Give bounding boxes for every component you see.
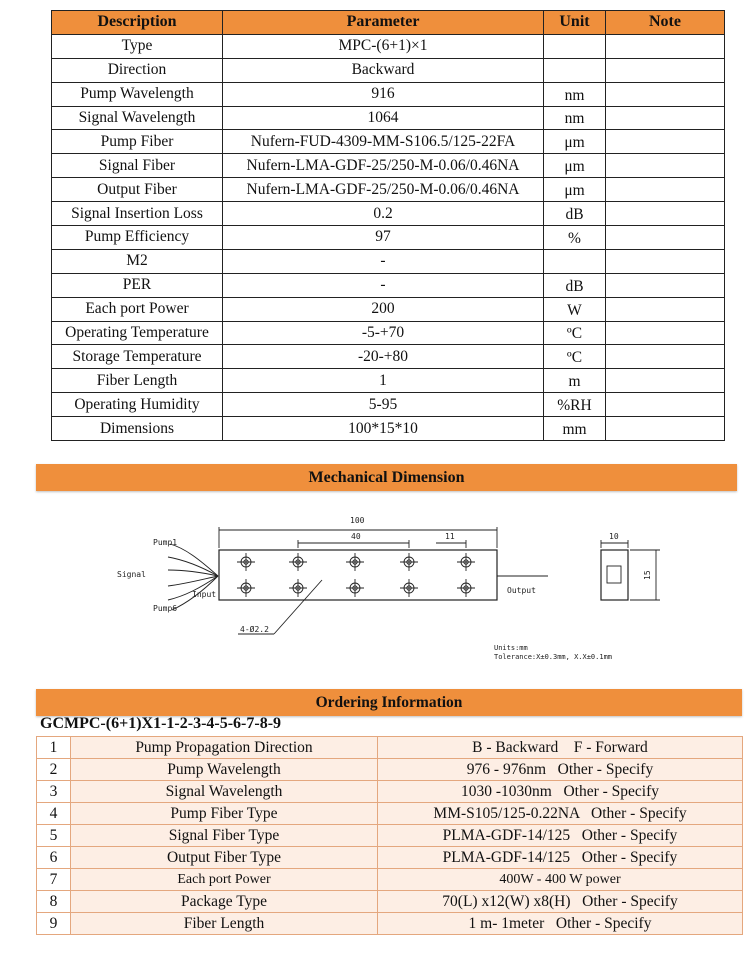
ordering-options: PLMA-GDF-14/125 Other - Specify: [378, 847, 743, 869]
spec-parameter: Nufern-LMA-GDF-25/250-M-0.06/0.46NA: [223, 154, 544, 178]
spec-unit: %RH: [544, 393, 606, 417]
mounting-hole: [289, 553, 307, 571]
ordering-table: [36, 736, 743, 935]
label-pump6: Pump6: [153, 604, 178, 613]
mounting-hole: [346, 553, 364, 571]
spec-description: Signal Wavelength: [52, 106, 223, 130]
spec-description: Pump Efficiency: [52, 226, 223, 250]
ordering-row: [37, 759, 743, 781]
spec-description: Pump Fiber: [52, 130, 223, 154]
mounting-hole: [400, 579, 418, 597]
spec-unit: [544, 58, 606, 82]
spec-header-row: [52, 11, 725, 35]
spec-note: [606, 249, 725, 273]
dim-width-label: 10: [609, 532, 619, 541]
units-label: Units:mm: [494, 644, 528, 652]
spec-parameter: -20-+80: [223, 345, 544, 369]
ordering-index: 5: [37, 825, 71, 847]
ordering-index: 4: [37, 803, 71, 825]
holes-label: 4-Ø2.2: [240, 625, 269, 634]
spec-row: [52, 34, 725, 58]
ordering-row: [37, 891, 743, 913]
spec-description: Signal Fiber: [52, 154, 223, 178]
ordering-item: Pump Wavelength: [71, 759, 378, 781]
spec-note: [606, 154, 725, 178]
ordering-item: Pump Propagation Direction: [71, 737, 378, 759]
spec-note: [606, 82, 725, 106]
ordering-row: [37, 781, 743, 803]
spec-note: [606, 321, 725, 345]
spec-unit: μm: [544, 130, 606, 154]
ordering-row: [37, 737, 743, 759]
label-input: Input: [192, 590, 217, 599]
ordering-index: 9: [37, 913, 71, 935]
spec-note: [606, 297, 725, 321]
spec-unit: m: [544, 369, 606, 393]
spec-row: [52, 178, 725, 202]
ordering-item: Package Type: [71, 891, 378, 913]
mounting-hole: [457, 553, 475, 571]
spec-note: [606, 417, 725, 441]
spec-unit: [544, 249, 606, 273]
header-parameter: Parameter: [223, 11, 544, 35]
spec-note: [606, 273, 725, 297]
spec-row: [52, 154, 725, 178]
spec-note: [606, 34, 725, 58]
spec-note: [606, 58, 725, 82]
header-unit: Unit: [544, 11, 606, 35]
spec-unit: mm: [544, 417, 606, 441]
dim-height-label: 15: [643, 570, 652, 580]
fiber-line: [168, 557, 218, 576]
spec-row: [52, 273, 725, 297]
ordering-index: 1: [37, 737, 71, 759]
label-output: Output: [507, 586, 536, 595]
mounting-hole: [237, 579, 255, 597]
spec-description: Operating Temperature: [52, 321, 223, 345]
ordering-options: 976 - 976nm Other - Specify: [378, 759, 743, 781]
spec-note: [606, 393, 725, 417]
spec-unit: dB: [544, 273, 606, 297]
side-view-body: [601, 550, 628, 600]
spec-row: [52, 345, 725, 369]
spec-row: [52, 130, 725, 154]
header-note: Note: [606, 11, 725, 35]
dim-pitch-label: 40: [351, 532, 361, 541]
ordering-row: [37, 825, 743, 847]
spec-parameter: -: [223, 273, 544, 297]
ordering-row: [37, 869, 743, 891]
ordering-options: B - Backward F - Forward: [378, 737, 743, 759]
ordering-item: Signal Wavelength: [71, 781, 378, 803]
spec-note: [606, 130, 725, 154]
spec-description: Dimensions: [52, 417, 223, 441]
spec-parameter: 916: [223, 82, 544, 106]
label-pump1: Pump1: [153, 538, 178, 547]
spec-unit: dB: [544, 202, 606, 226]
spec-note: [606, 226, 725, 250]
spec-parameter: Nufern-LMA-GDF-25/250-M-0.06/0.46NA: [223, 178, 544, 202]
spec-parameter: -: [223, 249, 544, 273]
spec-note: [606, 178, 725, 202]
fiber-line: [168, 570, 218, 576]
spec-row: [52, 249, 725, 273]
mounting-hole: [400, 553, 418, 571]
spec-parameter: MPC-(6+1)×1: [223, 34, 544, 58]
spec-description: Pump Wavelength: [52, 82, 223, 106]
spec-note: [606, 369, 725, 393]
ordering-index: 3: [37, 781, 71, 803]
spec-unit: ºC: [544, 345, 606, 369]
spec-row: [52, 58, 725, 82]
ordering-index: 6: [37, 847, 71, 869]
ordering-options: 70(L) x12(W) x8(H) Other - Specify: [378, 891, 743, 913]
spec-row: [52, 226, 725, 250]
ordering-options: 1 m- 1meter Other - Specify: [378, 913, 743, 935]
spec-parameter: -5-+70: [223, 321, 544, 345]
spec-table: [51, 10, 725, 441]
ordering-index: 2: [37, 759, 71, 781]
spec-description: Direction: [52, 58, 223, 82]
spec-unit: W: [544, 297, 606, 321]
ordering-code: GCMPC-(6+1)X1-1-2-3-4-5-6-7-8-9: [40, 715, 282, 732]
spec-description: Output Fiber: [52, 178, 223, 202]
ordering-row: [37, 913, 743, 935]
ordering-item: Pump Fiber Type: [71, 803, 378, 825]
spec-note: [606, 202, 725, 226]
spec-row: [52, 202, 725, 226]
spec-description: PER: [52, 273, 223, 297]
mechanical-dimension-title: Mechanical Dimension: [36, 464, 737, 491]
mechanical-drawing: [0, 500, 756, 675]
spec-row: [52, 106, 725, 130]
ordering-index: 8: [37, 891, 71, 913]
spec-parameter: 5-95: [223, 393, 544, 417]
spec-parameter: 200: [223, 297, 544, 321]
ordering-item: Fiber Length: [71, 913, 378, 935]
spec-parameter: 1: [223, 369, 544, 393]
spec-description: M2: [52, 249, 223, 273]
mounting-hole: [457, 579, 475, 597]
fiber-line: [170, 544, 218, 576]
spec-parameter: 0.2: [223, 202, 544, 226]
mounting-hole: [346, 579, 364, 597]
ordering-options: 400W - 400 W power: [378, 869, 743, 891]
spec-unit: nm: [544, 106, 606, 130]
spec-unit: ºC: [544, 321, 606, 345]
mounting-hole: [289, 579, 307, 597]
spec-parameter: 97: [223, 226, 544, 250]
mounting-hole: [237, 553, 255, 571]
spec-unit: μm: [544, 154, 606, 178]
dim-length-label: 100: [350, 516, 365, 525]
spec-row: [52, 82, 725, 106]
spec-description: Fiber Length: [52, 369, 223, 393]
ordering-options: 1030 -1030nm Other - Specify: [378, 781, 743, 803]
ordering-item: Output Fiber Type: [71, 847, 378, 869]
spec-parameter: Backward: [223, 58, 544, 82]
tolerance-label: Tolerance:X±0.3mm, X.X±0.1mm: [494, 653, 613, 661]
spec-note: [606, 345, 725, 369]
spec-unit: [544, 34, 606, 58]
spec-description: Signal Insertion Loss: [52, 202, 223, 226]
spec-unit: μm: [544, 178, 606, 202]
spec-parameter: 1064: [223, 106, 544, 130]
spec-description: Storage Temperature: [52, 345, 223, 369]
label-signal: Signal: [117, 570, 146, 579]
dim-end-label: 11: [445, 532, 455, 541]
header-description: Description: [52, 11, 223, 35]
ordering-index: 7: [37, 869, 71, 891]
ordering-information-title: Ordering Information: [36, 689, 742, 716]
spec-row: [52, 393, 725, 417]
spec-note: [606, 106, 725, 130]
spec-row: [52, 321, 725, 345]
spec-unit: nm: [544, 82, 606, 106]
spec-unit: %: [544, 226, 606, 250]
spec-description: Each port Power: [52, 297, 223, 321]
spec-row: [52, 417, 725, 441]
spec-parameter: 100*15*10: [223, 417, 544, 441]
ordering-options: PLMA-GDF-14/125 Other - Specify: [378, 825, 743, 847]
ordering-item: Signal Fiber Type: [71, 825, 378, 847]
ordering-options: MM-S105/125-0.22NA Other - Specify: [378, 803, 743, 825]
spec-row: [52, 297, 725, 321]
spec-description: Operating Humidity: [52, 393, 223, 417]
spec-description: Type: [52, 34, 223, 58]
spec-row: [52, 369, 725, 393]
ordering-item: Each port Power: [71, 869, 378, 891]
spec-parameter: Nufern-FUD-4309-MM-S106.5/125-22FA: [223, 130, 544, 154]
ordering-row: [37, 803, 743, 825]
ordering-row: [37, 847, 743, 869]
